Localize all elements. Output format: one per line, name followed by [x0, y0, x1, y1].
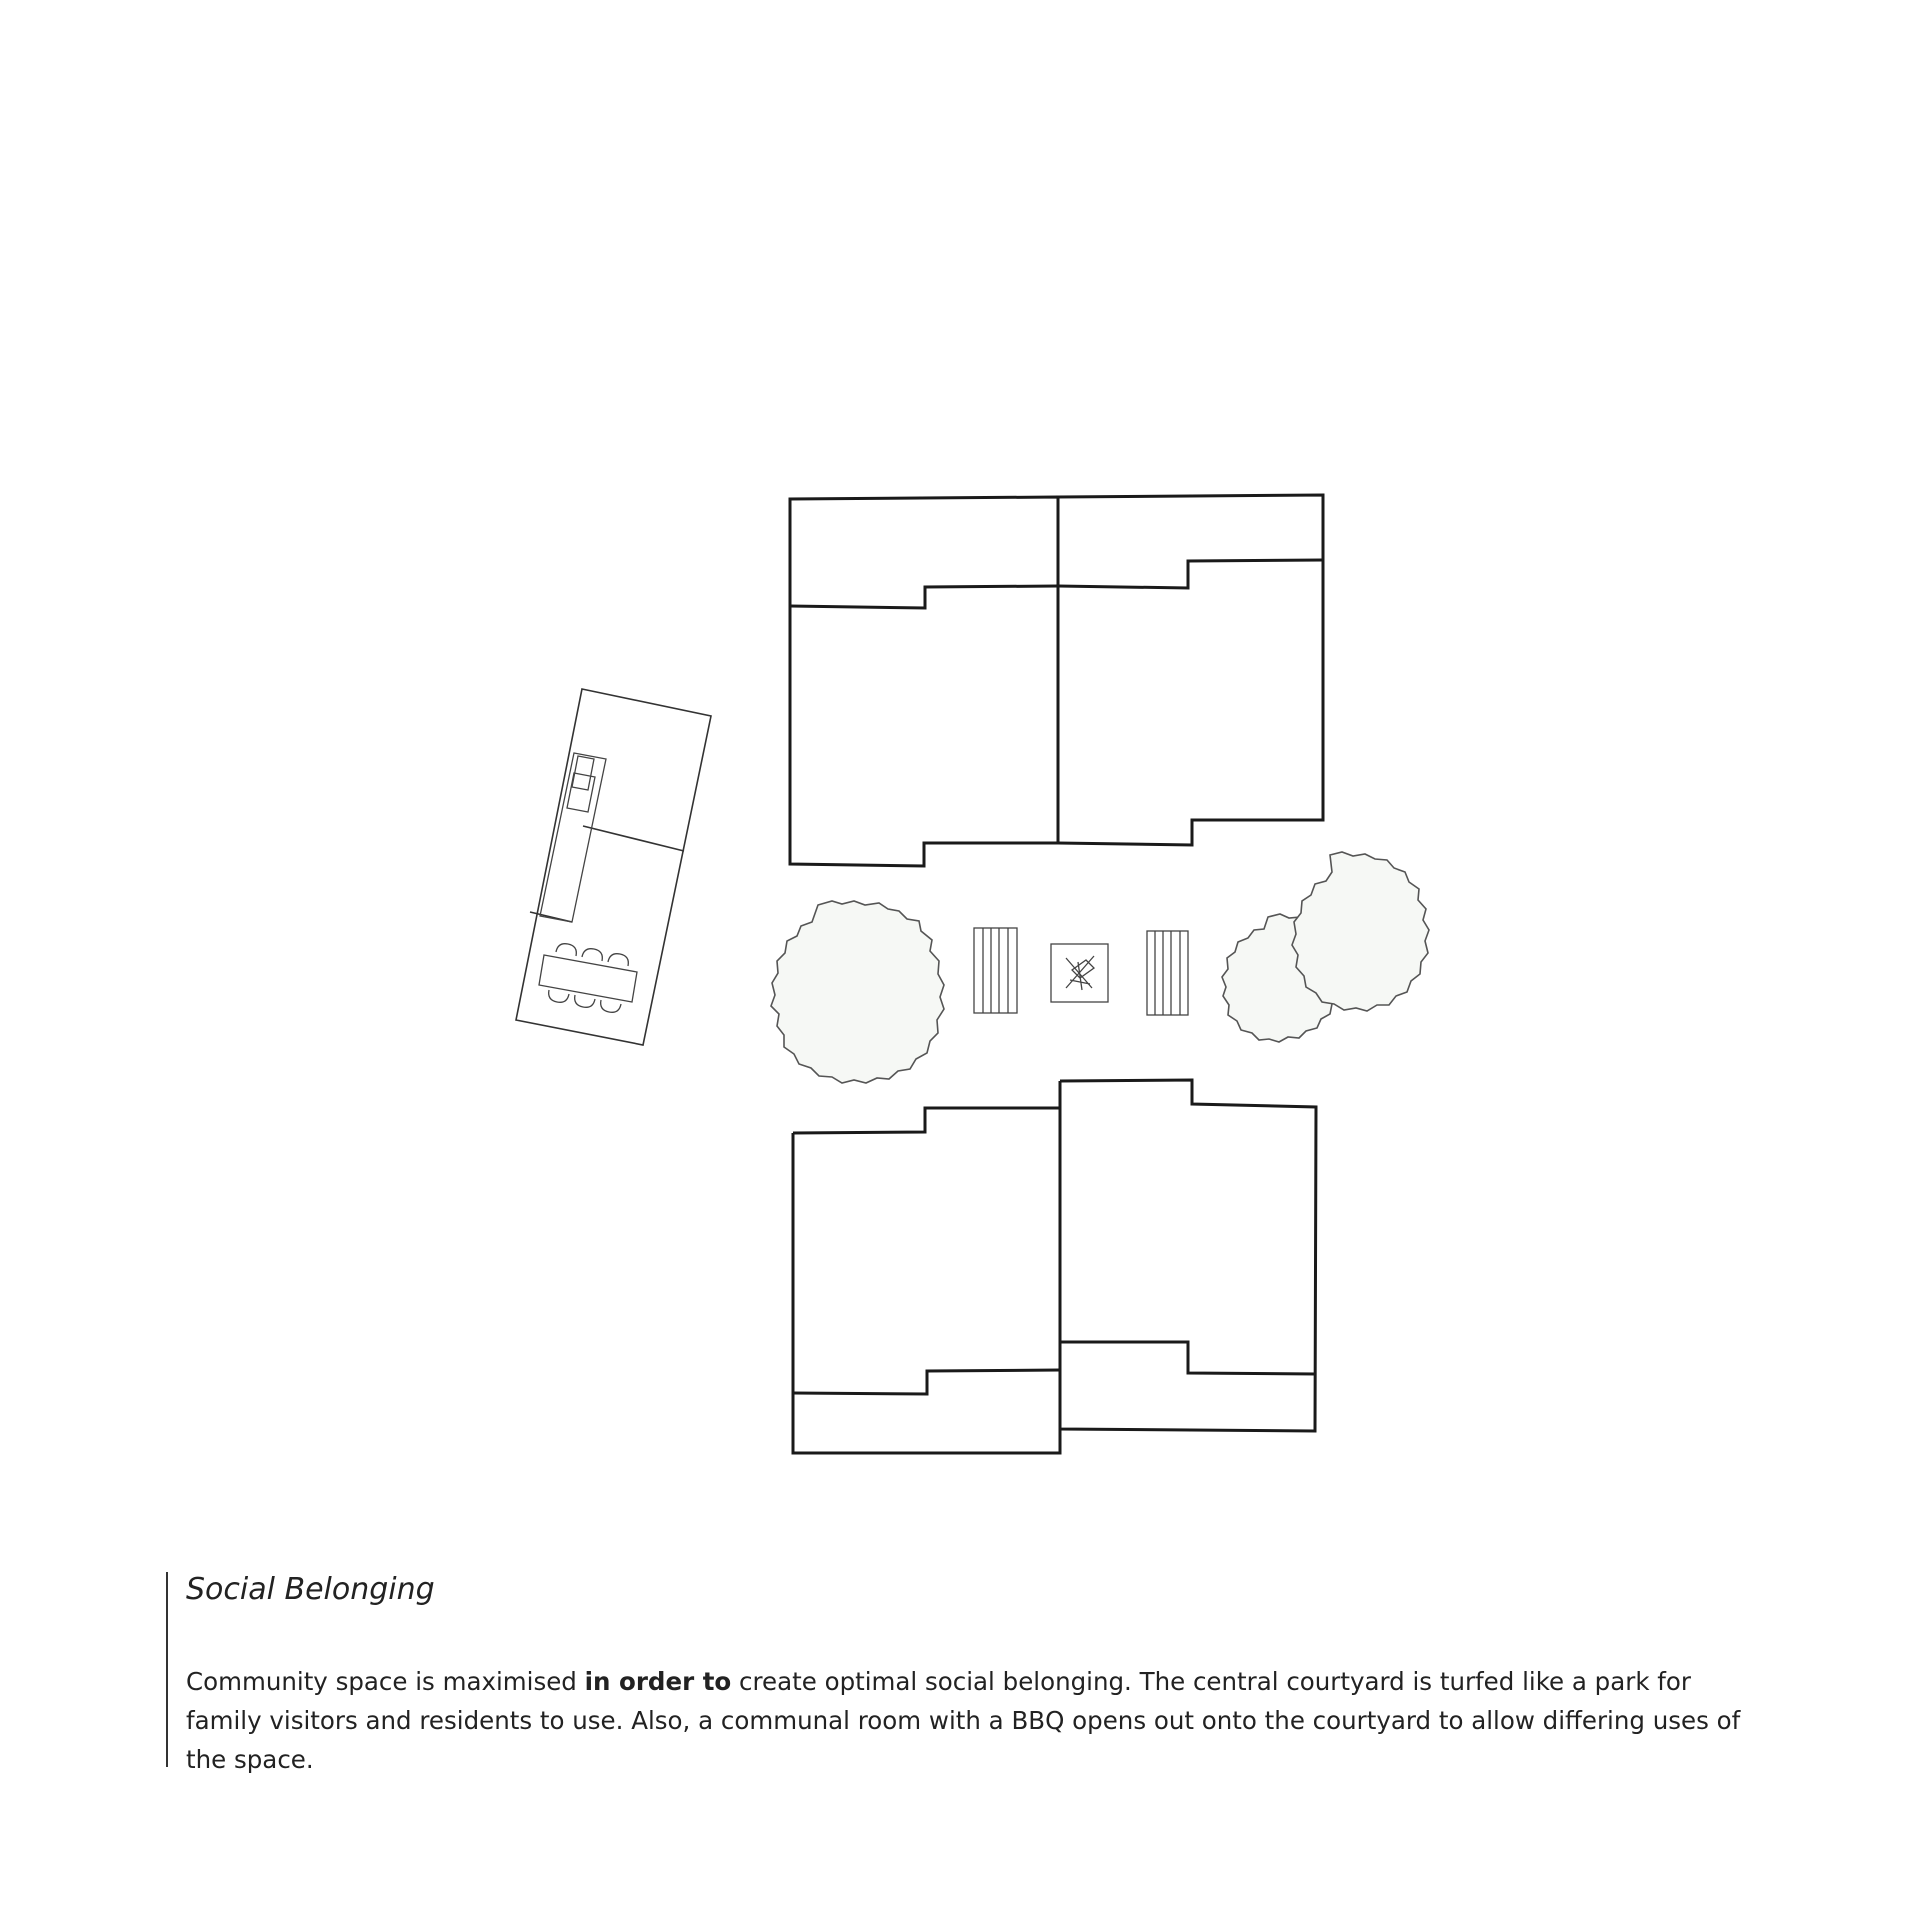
communal-room	[516, 689, 711, 1045]
dining-table-icon	[539, 944, 637, 1013]
caption-body	[186, 1662, 1766, 1779]
tree-icon	[771, 901, 944, 1083]
building-unit-top-right	[1058, 495, 1323, 845]
chair-icon	[549, 944, 629, 1013]
caption-body-start: Community space is maximised	[186, 1667, 585, 1696]
caption-body-emphasis: in order to	[584, 1667, 732, 1696]
bbq-icon	[1051, 944, 1108, 1002]
building-unit-bottom-left	[793, 1108, 1060, 1453]
bench-icon	[974, 928, 1017, 1013]
caption-rule	[166, 1572, 168, 1767]
building-unit-top-left	[790, 497, 1058, 866]
caption-body-end: create optimal social belonging. The central courtyard is turfed like a park for family visitors and residents to use. Also, a communal room with a BBQ opens out onto the courtyard to allow differing uses of the space.	[186, 1667, 1741, 1774]
tree-icon	[1292, 852, 1429, 1011]
building-unit-bottom-right	[1060, 1080, 1316, 1431]
bench-icon	[1147, 931, 1188, 1015]
caption-title: Social Belonging	[186, 1572, 435, 1607]
